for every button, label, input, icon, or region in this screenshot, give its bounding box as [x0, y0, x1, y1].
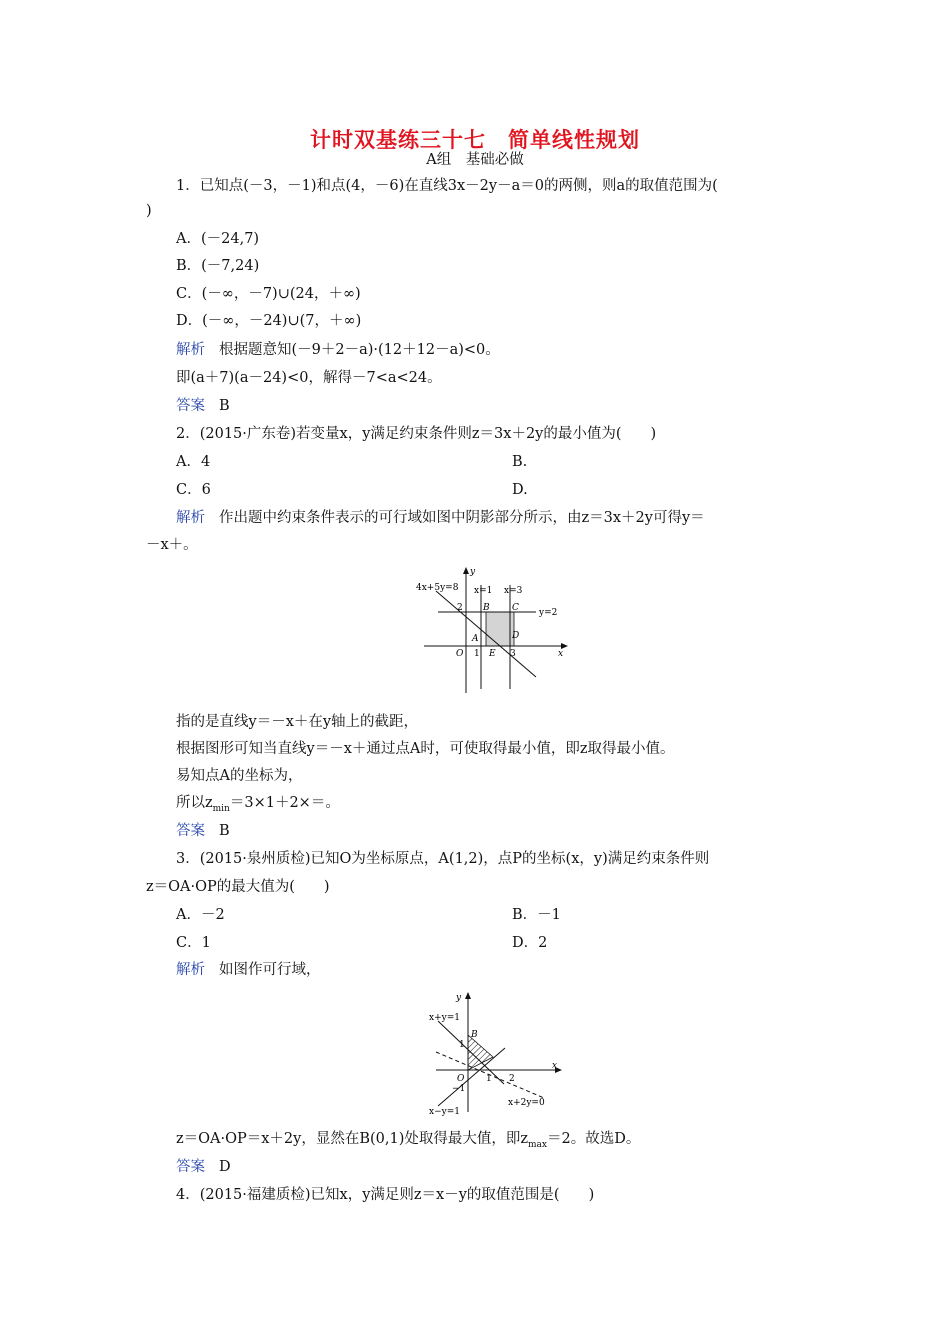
label-tick-x1: 1 [486, 1074, 492, 1084]
q3-analysis-text: 如图作可行域， [219, 962, 321, 978]
label-point-b: B [483, 603, 490, 613]
section-subtitle: A组 基础必做 [426, 152, 524, 168]
q2-after-4: 所以$z_{min}=3\times 1+2\times=$。 [176, 795, 340, 814]
y-axis-arrow-icon [465, 992, 471, 999]
q1-stem: 1．已知点(－3，－1)和点(4，－6)在直线3x－2y－a＝0的两侧，则a的取值范围为( [176, 178, 718, 194]
q2-answer-value: B [219, 823, 230, 839]
label-x: x [558, 649, 564, 659]
q3-analysis [176, 960, 321, 980]
q3-feasible-region-figure [426, 988, 566, 1116]
label-tick-3: 3 [510, 649, 516, 659]
answer-label: 答案 [176, 398, 205, 414]
analysis-label: 解析 [176, 342, 205, 358]
q2-option-d: D. [512, 482, 528, 498]
label-tick-1: 1 [474, 649, 480, 659]
q2-option-b: B. [512, 454, 528, 470]
analysis-label: 解析 [176, 962, 205, 978]
q2-option-c: C．6 [176, 482, 211, 498]
q3-stem-2: z＝OA·OP的最大值为( ) [146, 879, 330, 895]
q1-option-c: C．(－∞，－7)∪(24，＋∞) [176, 286, 361, 302]
q2-analysis-cont: －x＋。 [146, 537, 198, 553]
q1-option-b: B．(－7,24) [176, 258, 260, 274]
label-tick-2: 2 [457, 603, 463, 613]
label-origin: O [457, 1074, 465, 1084]
q1-option-d: D．(－∞，－24)∪(7，＋∞) [176, 313, 362, 329]
q2-analysis-text: 作出题中约束条件表示的可行域如图中阴影部分所示，由z＝3x＋2y可得y＝ [219, 510, 705, 526]
q2-after-1: 指的是直线y＝－x＋在y轴上的截距， [176, 714, 419, 730]
q3-option-c: C．1 [176, 935, 211, 951]
answer-label: 答案 [176, 1159, 205, 1175]
q3-option-b: B．－1 [512, 907, 561, 923]
q3-after: z＝OA·OP＝x＋2y，显然在B(0,1)处取得最大值，即$z_{max}=2$。故选D。 [176, 1131, 641, 1150]
q2-analysis [176, 508, 705, 528]
answer-label: 答案 [176, 823, 205, 839]
label-4x5y8: 4x+5y=8 [416, 583, 459, 593]
q1-option-a: A．(－24,7) [176, 231, 260, 247]
label-x-minus-y-1: x−y=1 [429, 1107, 460, 1116]
label-point-b: B [471, 1030, 478, 1040]
analysis-label: 解析 [176, 510, 205, 526]
label-y2: y=2 [539, 608, 558, 618]
q2-answer [176, 821, 230, 841]
feasible-region [468, 1035, 493, 1070]
q3-answer [176, 1157, 231, 1177]
label-x: x [552, 1061, 558, 1071]
y-axis-arrow-icon [463, 567, 469, 574]
label-y: y [456, 993, 462, 1003]
q2-after-3: 易知点A的坐标为， [176, 768, 303, 784]
label-tick-1: 1 [459, 1040, 465, 1050]
q1-stem-end: ) [146, 203, 152, 219]
label-point-a: A [472, 634, 479, 644]
q1-answer-value: B [219, 398, 230, 414]
q3-answer-value: D [219, 1159, 231, 1175]
q1-analysis [176, 340, 500, 360]
label-point-e: E [489, 649, 496, 659]
q1-analysis-2: 即(a＋7)(a－24)<0，解得－7<a<24。 [176, 370, 442, 386]
label-x3: x=3 [504, 586, 523, 596]
q2-feasible-region-figure [412, 565, 572, 700]
q2-after-2: 根据图形可知当直线y＝－x＋通过点A时，可使取得最小值，即z取得最小值。 [176, 741, 675, 757]
q3-option-d: D．2 [512, 935, 548, 951]
label-y: y [470, 567, 476, 577]
label-origin: O [456, 649, 464, 659]
q4-stem: 4．(2015·福建质检)已知x，y满足则z＝x－y的取值范围是( ) [176, 1187, 595, 1203]
label-tick-2: 2 [509, 1074, 515, 1084]
q2-option-a: A．4 [176, 454, 211, 470]
label-x1: x=1 [474, 586, 493, 596]
q1-answer [176, 396, 230, 416]
q2-stem: 2．(2015·广东卷)若变量x，y满足约束条件则z＝3x＋2y的最小值为( ) [176, 426, 657, 442]
label-tick-neg1: −1 [452, 1084, 466, 1094]
q3-stem: 3．(2015·泉州质检)已知O为坐标原点，A(1,2)，点P的坐标(x，y)满足约束条件则 [176, 851, 710, 867]
label-x-plus-y-1: x+y=1 [429, 1013, 460, 1023]
label-point-c: C [512, 603, 519, 613]
label-x-plus-2y-0: x+2y=0 [508, 1098, 545, 1108]
page-title: 计时双基练三十七 简单线性规划 [310, 127, 640, 152]
q1-analysis-text: 根据题意知(－9＋2－a)·(12＋12－a)<0。 [219, 342, 500, 358]
label-point-d: D [512, 631, 520, 641]
q3-option-a: A．－2 [176, 907, 225, 923]
